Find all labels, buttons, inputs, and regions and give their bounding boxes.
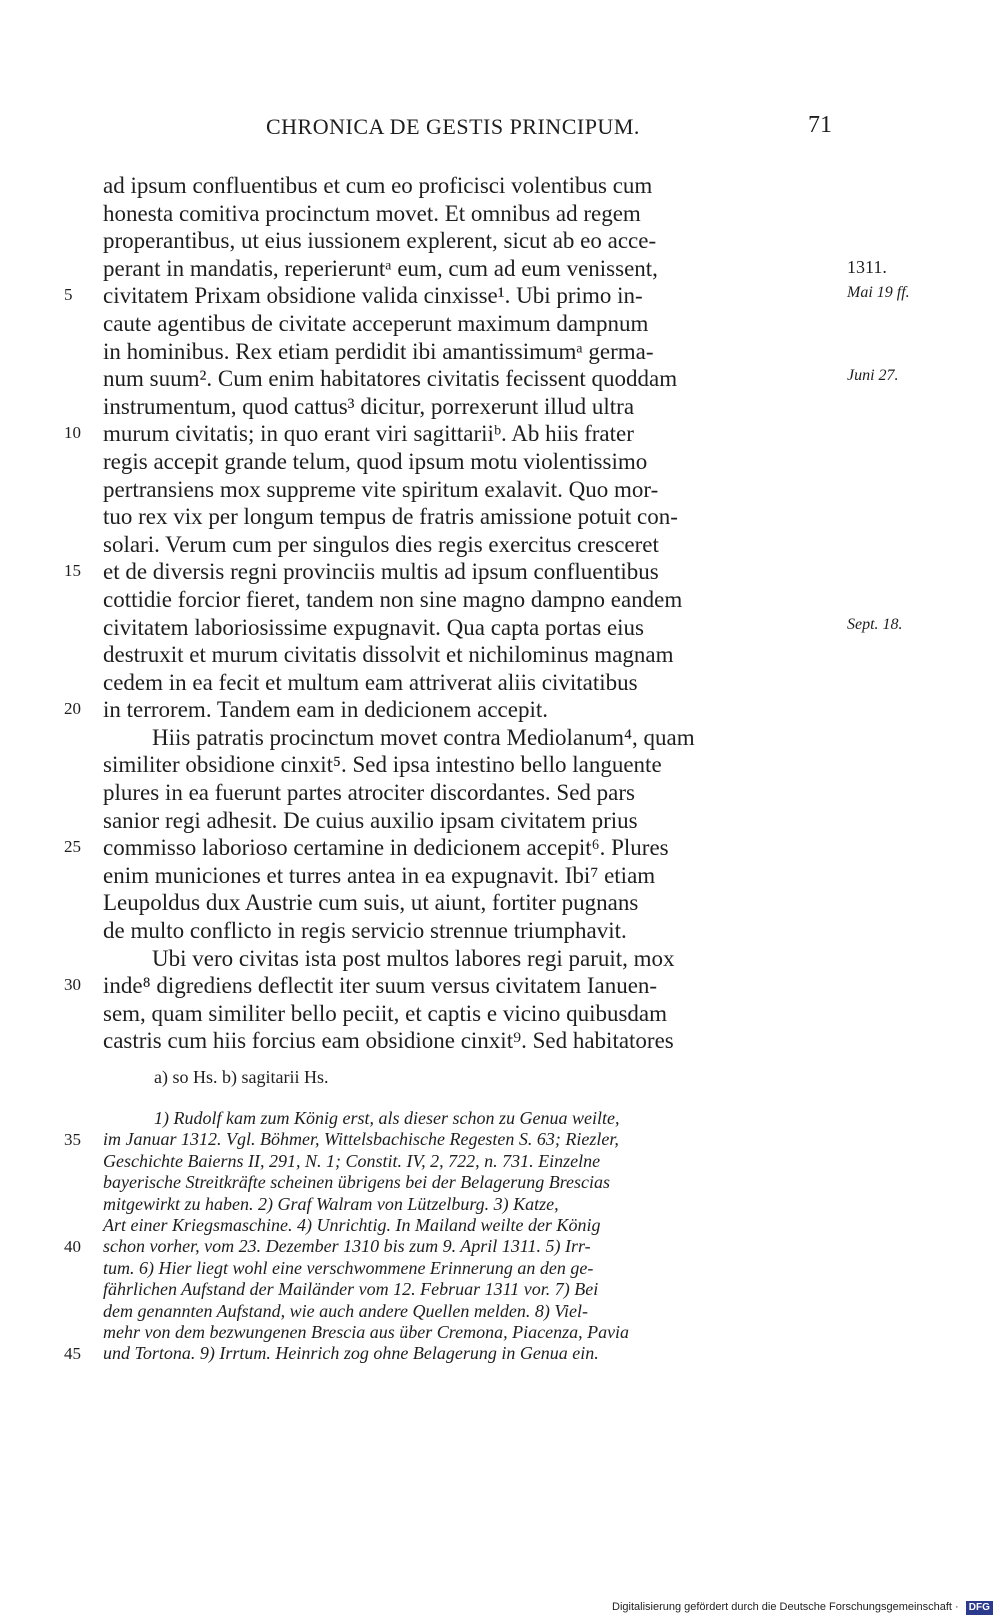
margin-date: Sept. 18. — [847, 615, 903, 633]
footnote-line — [0, 1129, 1000, 1150]
text-line — [0, 393, 1000, 421]
line-text: ad ipsum confluentibus et cum eo proficisci volentibus cum — [103, 173, 653, 198]
text-line — [0, 476, 1000, 504]
text-line — [0, 310, 1000, 338]
text-line — [0, 503, 1000, 531]
text-line — [0, 669, 1000, 697]
text-line — [0, 862, 1000, 890]
text-line — [0, 282, 1000, 310]
footnote-text: mehr von dem bezwungenen Brescia aus über Cremona, Piacenza, Pavia — [103, 1321, 630, 1342]
margin-date: Juni 27. — [847, 367, 899, 385]
footnote-text: 1) Rudolf kam zum König erst, als dieser schon zu Genua weilte, — [154, 1108, 620, 1128]
line-text: et de diversis regni provinciis multis ad ipsum confluentibus — [103, 559, 659, 585]
line-text: Hiis patratis procinctum movet contra Mediolanum⁴, quam — [152, 724, 695, 750]
line-text: pertransiens mox suppreme vite spiritum exalavit. Quo mor- — [103, 476, 659, 502]
text-line — [0, 614, 1000, 642]
line-text: plures in ea fuerunt partes atrociter discordantes. Sed pars — [103, 780, 635, 806]
footnote-text: schon vorher, vom 23. Dezember 1310 bis zum 9. April 1311. 5) Irr- — [103, 1236, 591, 1257]
text-line — [0, 420, 1000, 448]
line-text: civitatem Prixam obsidione valida cinxisse¹. Ubi primo in- — [103, 283, 643, 309]
dfg-logo: DFG — [966, 1601, 993, 1615]
line-text: instrumentum, quod cattus³ dicitur, porrexerunt illud ultra — [103, 393, 635, 419]
text-line — [0, 1027, 1000, 1055]
main-text — [0, 172, 1000, 1055]
line-text: regis accepit grande telum, quod ipsum motu violentissimo — [103, 448, 648, 474]
line-text: properantibus, ut eius iussionem explerent, sicut ab eo acce- — [103, 228, 657, 254]
footnote-text: Art einer Kriegsmaschine. 4) Unrichtig. In Mailand weilte der König — [103, 1214, 601, 1235]
margin-date: 1311. — [847, 256, 887, 277]
credit-text: Digitalisierung gefördert durch die Deutsche Forschungsgemeinschaft · — [612, 1601, 959, 1613]
text-line — [0, 448, 1000, 476]
footnote-text: fährlichen Aufstand der Mailänder vom 12. Februar 1311 vor. 7) Bei — [103, 1279, 599, 1300]
line-text: inde⁸ digrediens deflectit iter suum versus civitatem Ianuen- — [103, 973, 658, 999]
footnote-text: tum. 6) Hier liegt wohl eine verschwommene Erinnerung an den ge- — [103, 1257, 594, 1278]
text-line — [0, 255, 1000, 283]
line-text: Leupoldus dux Austrie cum suis, ut aiunt, fortiter pugnans — [103, 890, 639, 916]
line-text: in terrorem. Tandem eam in dedicionem accepit. — [103, 697, 549, 723]
text-line — [0, 558, 1000, 586]
footnote-line — [0, 1279, 1000, 1300]
line-number: 25 — [64, 837, 81, 857]
footnote-line — [0, 1343, 1000, 1364]
line-text: tuo rex vix per longum tempus de fratris amissione potuit con- — [103, 504, 678, 530]
footnote-line — [0, 1194, 1000, 1215]
line-text: in hominibus. Rex etiam perdidit ibi amantissimumᵃ germa- — [103, 338, 654, 364]
text-line — [0, 724, 1000, 752]
text-line — [0, 1000, 1000, 1028]
line-text: Ubi vero civitas ista post multos labores regi paruit, mox — [152, 945, 675, 971]
text-line — [0, 531, 1000, 559]
line-number: 15 — [64, 561, 81, 581]
footnote-line — [0, 1322, 1000, 1343]
text-line — [0, 586, 1000, 614]
margin-date: Mai 19 ff. — [847, 284, 910, 302]
line-text: solari. Verum cum per singulos dies regis exercitus cresceret — [103, 531, 659, 557]
line-number: 20 — [64, 699, 81, 719]
text-line — [0, 751, 1000, 779]
footnotes — [0, 1108, 1000, 1365]
line-number: 5 — [64, 285, 73, 305]
text-line — [0, 889, 1000, 917]
line-text: perant in mandatis, reperieruntᵃ eum, cum ad eum venissent, — [103, 255, 658, 281]
line-number: 40 — [64, 1237, 81, 1257]
line-number: 10 — [64, 423, 81, 443]
line-text: murum civitatis; in quo erant viri sagittariiᵇ. Ab hiis frater — [103, 421, 634, 447]
footnote-text: Geschichte Baierns II, 291, N. 1; Constit. IV, 2, 722, n. 731. Einzelne — [103, 1150, 601, 1171]
footnote-text: im Januar 1312. Vgl. Böhmer, Wittelsbachische Regesten S. 63; Riezler, — [103, 1129, 619, 1150]
line-text: commisso laborioso certamine in dedicionem accepit⁶. Plures — [103, 835, 669, 861]
footnote-text: bayerische Streitkräfte scheinen übrigens bei der Belagerung Brescias — [103, 1172, 611, 1193]
running-title: CHRONICA DE GESTIS PRINCIPUM. — [266, 114, 640, 139]
line-text: num suum². Cum enim habitatores civitatis fecissent quoddam — [103, 366, 678, 392]
text-line — [0, 172, 1000, 200]
text-line — [0, 696, 1000, 724]
footnote-text: und Tortona. 9) Irrtum. Heinrich zog ohne Belagerung in Genua ein. — [103, 1343, 599, 1364]
line-text: honesta comitiva procinctum movet. Et omnibus ad regem — [103, 200, 641, 226]
footnote-line — [0, 1258, 1000, 1279]
footnote-line — [0, 1236, 1000, 1257]
line-text: sem, quam similiter bello peciit, et captis e vicino quibusdam — [103, 1000, 668, 1026]
text-line — [0, 641, 1000, 669]
text-line — [0, 200, 1000, 228]
line-text: similiter obsidione cinxit⁵. Sed ipsa intestino bello languente — [103, 752, 662, 778]
text-line — [0, 338, 1000, 366]
text-line — [0, 834, 1000, 862]
line-text: de multo conflicto in regis servicio strennue triumphavit. — [103, 918, 627, 944]
line-text: castris cum hiis forcius eam obsidione cinxit⁹. Sed habitatores — [103, 1028, 674, 1054]
footnote-text: dem genannten Aufstand, wie auch andere Quellen melden. 8) Viel- — [103, 1300, 589, 1321]
line-text: enim municiones et turres antea in ea expugnavit. Ibi⁷ etiam — [103, 862, 656, 888]
text-line — [0, 365, 1000, 393]
footnote-line — [0, 1215, 1000, 1236]
line-text: civitatem laboriosissime expugnavit. Qua capta portas eius — [103, 614, 644, 640]
line-text: destruxit et murum civitatis dissolvit et nichilominus magnam — [103, 642, 674, 668]
footnote-text: mitgewirkt zu haben. 2) Graf Walram von Lützelburg. 3) Katze, — [103, 1193, 559, 1214]
text-line — [0, 227, 1000, 255]
running-header — [0, 114, 1000, 144]
footnote-line — [0, 1151, 1000, 1172]
text-line — [0, 945, 1000, 973]
line-number: 35 — [64, 1130, 81, 1150]
line-text: cottidie forcior fieret, tandem non sine magno dampno eandem — [103, 586, 683, 612]
text-line — [0, 807, 1000, 835]
line-text: sanior regi adhesit. De cuius auxilio ipsam civitatem prius — [103, 807, 638, 833]
line-number: 45 — [64, 1344, 81, 1364]
critical-apparatus: a) so Hs. b) sagitarii Hs. — [154, 1067, 329, 1087]
line-text: caute agentibus de civitate acceperunt maximum dampnum — [103, 310, 649, 336]
footnote-line — [0, 1172, 1000, 1193]
footnote-line — [0, 1301, 1000, 1322]
page-number: 71 — [808, 112, 832, 138]
line-text: cedem in ea fecit et multum eam attriverat aliis civitatibus — [103, 669, 638, 695]
text-line — [0, 972, 1000, 1000]
text-line — [0, 917, 1000, 945]
line-number: 30 — [64, 975, 81, 995]
text-line — [0, 779, 1000, 807]
digitization-credit — [612, 1601, 993, 1615]
footnote-line — [0, 1108, 1000, 1129]
